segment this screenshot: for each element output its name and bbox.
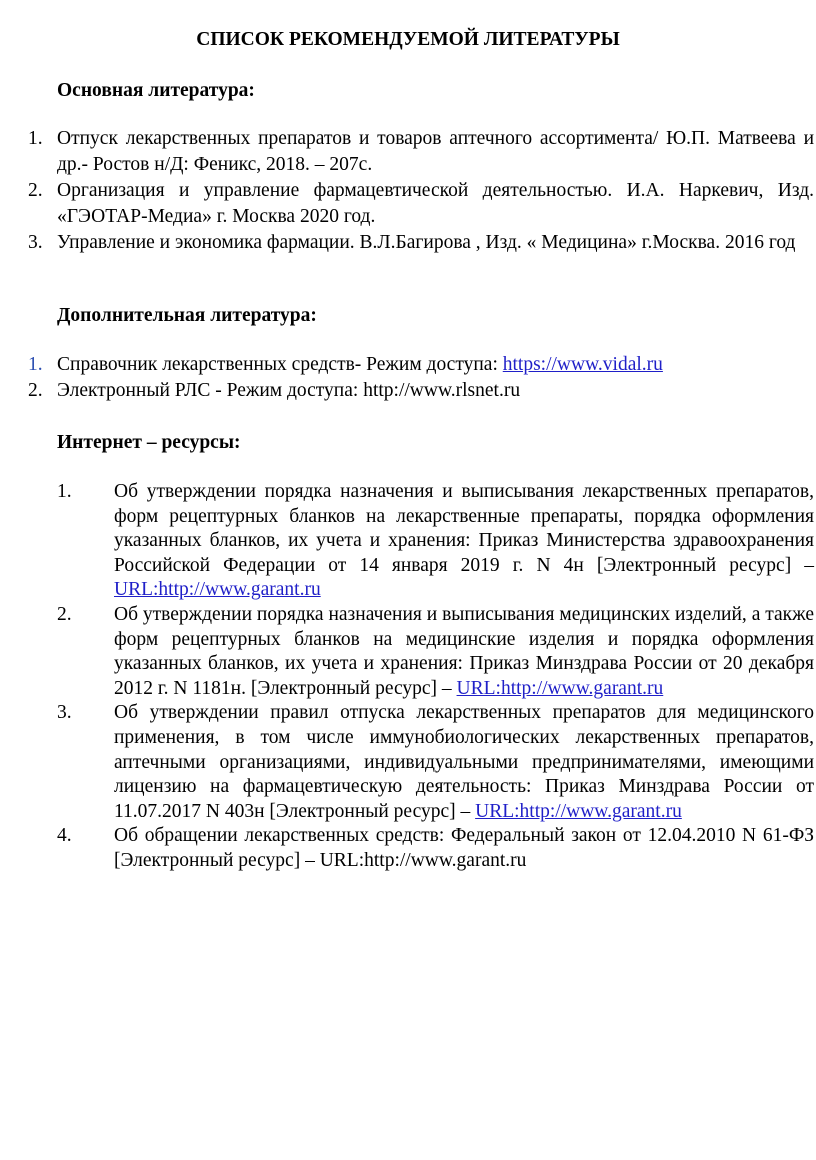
list-item xyxy=(0,480,816,603)
item-text: Справочник лекарственных средств- Режим доступа: https://www.vidal.ru xyxy=(57,354,663,375)
list-item xyxy=(0,352,816,378)
item-text: Отпуск лекарственных препаратов и товаров аптечного ассортимента/ Ю.П. Матвеева и др.- Ростов н/Д: Феникс, 2018. – 207с. xyxy=(57,128,814,175)
item-text: Электронный РЛС - Режим доступа: http://www.rlsnet.ru xyxy=(57,380,521,401)
main-literature-list xyxy=(0,126,816,256)
item-text: Об утверждении порядка назначения и выписывания медицинских изделий, а также форм рецептурных бланков на медицинские изделия и порядка оформления указанных бланков, их учета и хранения: Приказ Минздрава России от 20 декабря 2012 г. N 1181н. [Электронный ресурс] – URL:http://www.garant.ru xyxy=(114,603,814,699)
list-item xyxy=(0,603,816,701)
internet-resources-heading: Интернет – ресурсы: xyxy=(57,432,241,453)
list-item xyxy=(0,701,816,824)
list-item xyxy=(0,824,816,873)
item-number: 3. xyxy=(28,232,43,253)
list-item xyxy=(0,126,816,178)
item-number: 2. xyxy=(28,380,43,401)
additional-literature-heading: Дополнительная литература: xyxy=(57,305,317,326)
vidal-link[interactable]: https://www.vidal.ru xyxy=(502,354,663,375)
main-literature-heading: Основная литература: xyxy=(57,80,255,101)
additional-literature-list xyxy=(0,352,816,404)
item-text: Об утверждении правил отпуска лекарственных препаратов для медицинского применения, в том числе иммунобиологических лекарственных препаратов, аптечными организациями, индивидуальными предпринимателями, имеющими лицензию на фармацевтическую деятельность: Приказ Минздрава России от 11.07.2017 N 403н [Электронный ресурс] – URL:http://www.garant.ru xyxy=(114,702,814,822)
item-number: 1. xyxy=(57,481,72,502)
item-number: 3. xyxy=(57,702,72,724)
list-item xyxy=(0,230,816,256)
document-title: СПИСОК РЕКОМЕНДУЕМОЙ ЛИТЕРАТУРЫ xyxy=(196,29,620,50)
item-text: Об утверждении порядка назначения и выписывания лекарственных препаратов, форм рецептурных бланков на лекарственные препараты, порядка оформления указанных бланков, их учета и хранения: Приказ Министерства здравоохранения Российской Федерации от 14 января 2019 г. N 4н [Электронный ресурс] – URL:http://www.garant.ru xyxy=(114,481,814,601)
item-text: Управление и экономика фармации. В.Л.Багирова , Изд. « Медицина» г.Москва. 2016 год xyxy=(57,232,796,253)
list-item xyxy=(0,378,816,404)
list-item xyxy=(0,178,816,230)
item-number: 1. xyxy=(28,128,43,149)
garant-link[interactable]: URL:http://www.garant.ru xyxy=(475,800,682,822)
item-number: 2. xyxy=(57,603,72,625)
item-number: 1. xyxy=(28,354,43,375)
item-number: 2. xyxy=(28,180,43,201)
item-text: Организация и управление фармацевтической деятельностью. И.А. Наркевич, Изд. «ГЭОТАР-Медиа» г. Москва 2020 год. xyxy=(57,180,814,227)
item-text: Об обращении лекарственных средств: Федеральный закон от 12.04.2010 N 61-ФЗ [Электронный ресурс] – URL:http://www.garant.ru xyxy=(114,825,814,871)
garant-link[interactable]: URL:http://www.garant.ru xyxy=(114,579,321,601)
item-number: 4. xyxy=(57,825,72,847)
internet-resources-list xyxy=(0,480,816,874)
garant-link[interactable]: URL:http://www.garant.ru xyxy=(456,677,664,699)
